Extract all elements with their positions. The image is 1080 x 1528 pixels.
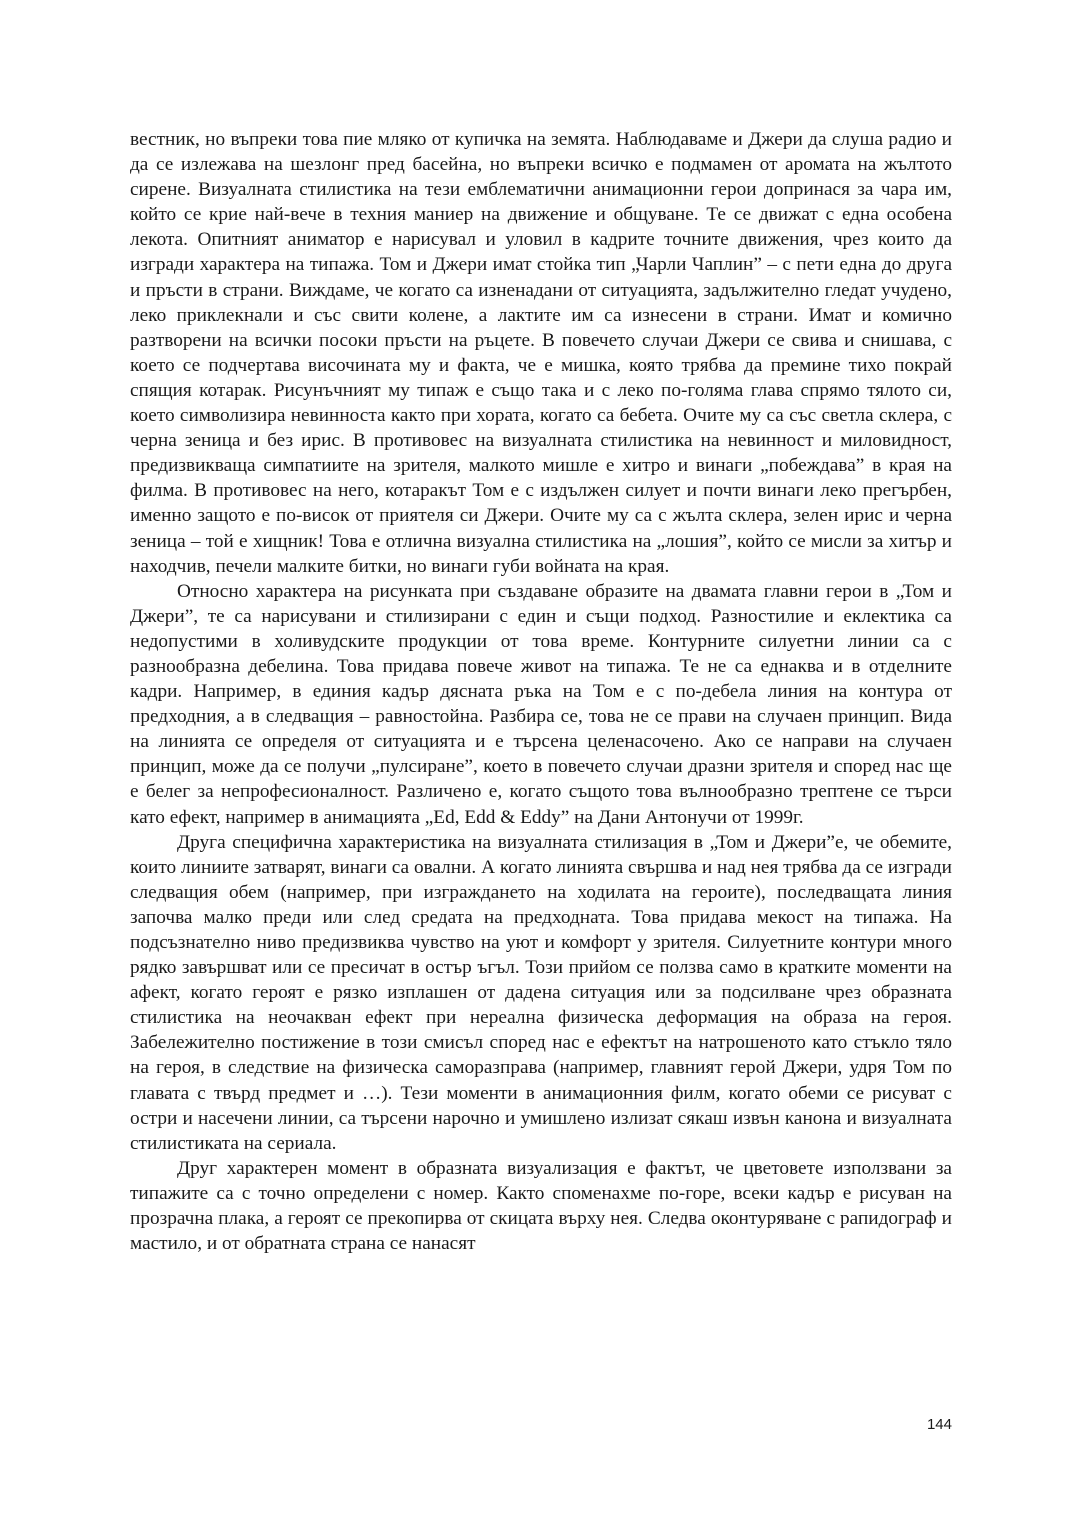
page-number: 144 [926, 1416, 952, 1433]
document-page [130, 127, 952, 1256]
paragraph-2: Относно характера на рисунката при създаване образите на двамата главни герои в „Том и Джери”, те са нарисувани и стилизирани с един и същи подход. Разностилие и еклектика са недопустими в холивудските продукции от това време. Контурните силуетни линии са с разнообразна дебелина. Това придава повече живот на типажа. Те не са еднаква и в отделните кадри. Например, в единия кадър дясната ръка на Том е с по-дебела линия на контура от предходния, а в следващия – равностойна. Разбира се, това не се прави на случаен принцип. Вида на линията се определя от ситуацията и е търсена целенасочено. Ако се направи на случаен принцип, може да се получи „пулсиране”, което в повечето случаи дразни зрителя и според нас ще е белег за непрофесионалност. Различено е, когато същото това вълнообразно трептене се търси като ефект, например в анимацията „Ed, Edd & Eddy” на Дани Антонучи от 1999г. [130, 580, 952, 828]
paragraph-3: Друга специфична характеристика на визуалната стилизация в „Том и Джери”е, че обемите, които линиите затварят, винаги са овални. А когато линията свършва и над нея трябва да се изгради следващия обем (например, при изграждането на ходилата на героите), последващата линия започва малко преди или след средата на предходната. Това придава мекост на типажа. На подсъзнателно ниво предизвиква чувство на уют и комфорт у зрителя. Силуетните контури много рядко завършват или се пресичат в остър ъгъл. Този прийом се ползва само в кратките моменти на афект, когато героят е рязко изплашен от дадена ситуация или за подсилване чрез образната стилистика на неочакван ефект при нереална физическа деформация на образа на героя. Забележително постижение в този смисъл според нас е ефектът на натрошеното като стъкло тяло на героя, в следствие на физическа саморазправа (например, главният герой Джери, удря Том по главата с твърд предмет и …). Тези моменти в анимационния филм, когато обеми се рисуват с остри и насечени линии, са търсени нарочно и умишлено излизат сякаш извън канона и визуалната стилистиката на сериала. [130, 831, 952, 1154]
paragraph-4: Друг характерен момент в образната визуализация е фактът, че цветовете използвани за типажите са с точно определени с номер. Както споменахме по-горе, всеки кадър е рисуван на прозрачна плака, а героят се прекопирва от скицата върху нея. Следва оконтуряване с рапидограф и мастило, и от обратната страна се нанасят [130, 1157, 952, 1255]
paragraph-1: вестник, но въпреки това пие мляко от купичка на земята. Наблюдаваме и Джери да слуша радио и да се излежава на шезлонг пред басейна, но въпреки всичко е подмамен от аромата на жълтото сирене. Визуалната стилистика на тези емблематични анимационни герои допринася за чара им, който се крие най-вече в техния маниер на движение и общуване. Те се движат с една особена лекота. Опитният аниматор е нарисувал и уловил в кадрите точните движения, чрез които да изгради характера на типажа. Том и Джери имат стойка тип „Чарли Чаплин” – с пети една до друга и пръсти в страни. Виждаме, че когато са изненадани от ситуацията, задължително гледат учудено, леко приклекнали и със свити колене, а лактите им са изнесени в страни. Имат и комично разтворени на всички посоки пръсти на ръцете. В повечето случаи Джери се свива и снишава, с което се подчертава височината му и факта, че е мишка, която трябва да премине тихо покрай спящия котарак. Рисунъчният му типаж е също така и с леко по-голяма глава спрямо тялото си, което символизира невинноста както при хората, когато са бебета. Очите му са със светла склера, с черна зеница и без ирис. В противовес на визуалната стилистика на невинност и миловидност, предизвикваща симпатиите на зрителя, малкото мишле е хитро и винаги „побеждава” в края на филма. В противовес на него, котаракът Том е с издължен силует и почти винаги леко прегърбен, именно защото е по-висок от приятеля си Джери. Очите му са с жълта склера, зелен ирис и черна зеница – той е хищник! Това е отлична визуална стилистика на „лошия”, който се мисли за хитър и находчив, печели малките битки, но винаги губи войната на края. [130, 129, 952, 577]
